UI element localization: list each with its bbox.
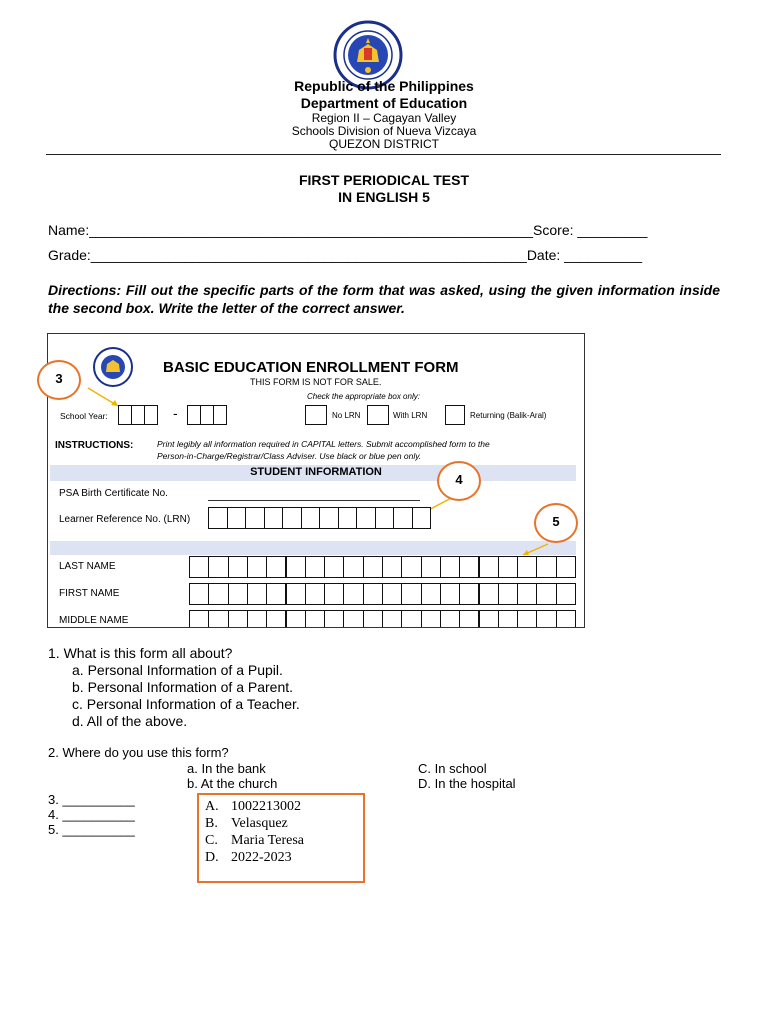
middle-name-box[interactable]	[208, 610, 228, 628]
callout-4: 4	[437, 461, 481, 501]
instructions-line-2: Person-in-Charge/Registrar/Class Adviser. Use black or blue pen only.	[157, 451, 422, 461]
last-name-box[interactable]	[266, 556, 286, 578]
middle-name-box[interactable]	[459, 610, 479, 628]
middle-name-box[interactable]	[363, 610, 383, 628]
q2-option-d: D. In the hospital	[418, 776, 516, 791]
middle-name-box[interactable]	[324, 610, 344, 628]
first-name-box[interactable]	[286, 583, 306, 605]
last-name-box[interactable]	[556, 556, 576, 578]
directions: Directions: Fill out the specific parts of the form that was asked, using the given information inside the second box. Write the letter of the correct answer.	[48, 282, 720, 316]
school-year-start-box[interactable]	[144, 405, 158, 425]
middle-name-box[interactable]	[247, 610, 267, 628]
middle-name-box[interactable]	[189, 610, 209, 628]
header-department: Department of Education	[300, 95, 468, 111]
callout-5: 5	[534, 503, 578, 543]
q1-option-c: c. Personal Information of a Teacher.	[72, 696, 300, 712]
instructions-line-1: Print legibly all information required in CAPITAL letters. Submit accomplished form to the	[157, 439, 490, 449]
first-name-box[interactable]	[401, 583, 421, 605]
middle-name-box[interactable]	[343, 610, 363, 628]
lrn-label: Learner Reference No. (LRN)	[59, 514, 191, 525]
last-name-box[interactable]	[247, 556, 267, 578]
lrn-box[interactable]	[245, 507, 265, 529]
last-name-box[interactable]	[440, 556, 460, 578]
last-name-box[interactable]	[459, 556, 479, 578]
last-name-label: LAST NAME	[59, 561, 116, 572]
last-name-box[interactable]	[498, 556, 518, 578]
q2-option-b: b. At the church	[187, 776, 278, 791]
question-2: 2. Where do you use this form?	[48, 745, 229, 760]
q1-option-d: d. All of the above.	[72, 713, 188, 729]
first-name-box[interactable]	[459, 583, 479, 605]
callout-3: 3	[37, 360, 81, 400]
last-name-box[interactable]	[363, 556, 383, 578]
middle-name-box[interactable]	[556, 610, 576, 628]
school-year-label: School Year:	[60, 411, 108, 421]
first-name-box[interactable]	[421, 583, 441, 605]
last-name-box[interactable]	[286, 556, 306, 578]
choice-a: A. 1002213002	[205, 799, 301, 814]
q2-option-c: C. In school	[418, 761, 487, 776]
school-year-dash: -	[173, 405, 178, 421]
instructions-label: INSTRUCTIONS:	[55, 440, 134, 451]
last-name-box[interactable]	[305, 556, 325, 578]
returning-label: Returning (Balik-Aral)	[470, 411, 547, 420]
form-check-note: Check the appropriate box only:	[307, 392, 420, 401]
lrn-box[interactable]	[356, 507, 376, 529]
answer-blank-5: 5. __________	[48, 822, 135, 837]
first-name-box[interactable]	[324, 583, 344, 605]
last-name-box[interactable]	[324, 556, 344, 578]
first-name-box[interactable]	[363, 583, 383, 605]
q2-option-a: a. In the bank	[187, 761, 266, 776]
lrn-box[interactable]	[338, 507, 358, 529]
first-name-box[interactable]	[208, 583, 228, 605]
question-1: 1. What is this form all about?	[48, 645, 233, 661]
last-name-box[interactable]	[208, 556, 228, 578]
first-name-box[interactable]	[228, 583, 248, 605]
school-year-end-box[interactable]	[200, 405, 214, 425]
last-name-box[interactable]	[382, 556, 402, 578]
enrollment-form-image	[47, 333, 585, 628]
first-name-box[interactable]	[556, 583, 576, 605]
first-name-box[interactable]	[382, 583, 402, 605]
first-name-box[interactable]	[247, 583, 267, 605]
school-year-start-box[interactable]	[131, 405, 145, 425]
q1-option-b: b. Personal Information of a Parent.	[72, 679, 294, 695]
first-name-box[interactable]	[343, 583, 363, 605]
middle-name-box[interactable]	[479, 610, 499, 628]
header-district: QUEZON DISTRICT	[329, 137, 439, 151]
lrn-box[interactable]	[301, 507, 321, 529]
last-name-box[interactable]	[401, 556, 421, 578]
header-region: Region II – Cagayan Valley	[311, 111, 457, 125]
middle-name-box[interactable]	[517, 610, 537, 628]
first-name-box[interactable]	[440, 583, 460, 605]
last-name-box[interactable]	[189, 556, 209, 578]
first-name-box[interactable]	[498, 583, 518, 605]
answer-blank-3: 3. __________	[48, 792, 135, 807]
middle-name-box[interactable]	[536, 610, 556, 628]
lrn-box[interactable]	[208, 507, 228, 529]
lrn-box[interactable]	[319, 507, 339, 529]
lrn-box[interactable]	[412, 507, 432, 529]
last-name-box[interactable]	[479, 556, 499, 578]
middle-name-label: MIDDLE NAME	[59, 615, 129, 626]
lrn-box[interactable]	[282, 507, 302, 529]
school-year-end-box[interactable]	[187, 405, 201, 425]
middle-name-box[interactable]	[382, 610, 402, 628]
student-info-heading: STUDENT INFORMATION	[250, 466, 382, 478]
middle-name-box[interactable]	[440, 610, 460, 628]
first-name-box[interactable]	[479, 583, 499, 605]
first-name-box[interactable]	[189, 583, 209, 605]
form-subtitle: THIS FORM IS NOT FOR SALE.	[250, 377, 382, 387]
header-division: Schools Division of Nueva Vizcaya	[291, 124, 477, 138]
middle-name-box[interactable]	[498, 610, 518, 628]
lrn-box[interactable]	[375, 507, 395, 529]
school-year-start-box[interactable]	[118, 405, 132, 425]
last-name-box[interactable]	[536, 556, 556, 578]
first-name-box[interactable]	[305, 583, 325, 605]
form-title: BASIC EDUCATION ENROLLMENT FORM	[163, 359, 459, 376]
first-name-box[interactable]	[517, 583, 537, 605]
choice-c: C. Maria Teresa	[205, 833, 305, 848]
q1-option-a: a. Personal Information of a Pupil.	[72, 662, 283, 678]
with-lrn-label: With LRN	[393, 411, 428, 420]
lrn-box[interactable]	[393, 507, 413, 529]
lrn-box[interactable]	[264, 507, 284, 529]
middle-name-box[interactable]	[401, 610, 421, 628]
lrn-box[interactable]	[227, 507, 247, 529]
grade-date-line: Grade:________________________________________________________Date: __________	[48, 247, 643, 263]
school-year-end-box[interactable]	[213, 405, 227, 425]
name-score-line: Name:_________________________________________________________Score: _________	[48, 222, 648, 238]
header-divider	[46, 154, 721, 155]
last-name-box[interactable]	[421, 556, 441, 578]
middle-name-box[interactable]	[305, 610, 325, 628]
psa-label: PSA Birth Certificate No.	[59, 488, 168, 499]
answer-blank-4: 4. __________	[48, 807, 135, 822]
header-republic: Republic of the Philippines	[294, 78, 474, 94]
middle-name-box[interactable]	[286, 610, 306, 628]
choice-d: D. 2022-2023	[205, 850, 292, 865]
first-name-box[interactable]	[266, 583, 286, 605]
last-name-box[interactable]	[517, 556, 537, 578]
choice-b: B. Velasquez	[205, 816, 288, 831]
test-subject: IN ENGLISH 5	[338, 189, 430, 205]
last-name-box[interactable]	[343, 556, 363, 578]
middle-name-box[interactable]	[228, 610, 248, 628]
middle-name-box[interactable]	[266, 610, 286, 628]
first-name-box[interactable]	[536, 583, 556, 605]
last-name-box[interactable]	[228, 556, 248, 578]
middle-name-box[interactable]	[421, 610, 441, 628]
no-lrn-label: No LRN	[332, 411, 361, 420]
answer-choices-box	[197, 793, 365, 883]
first-name-label: FIRST NAME	[59, 588, 120, 599]
test-title: FIRST PERIODICAL TEST	[298, 172, 470, 188]
